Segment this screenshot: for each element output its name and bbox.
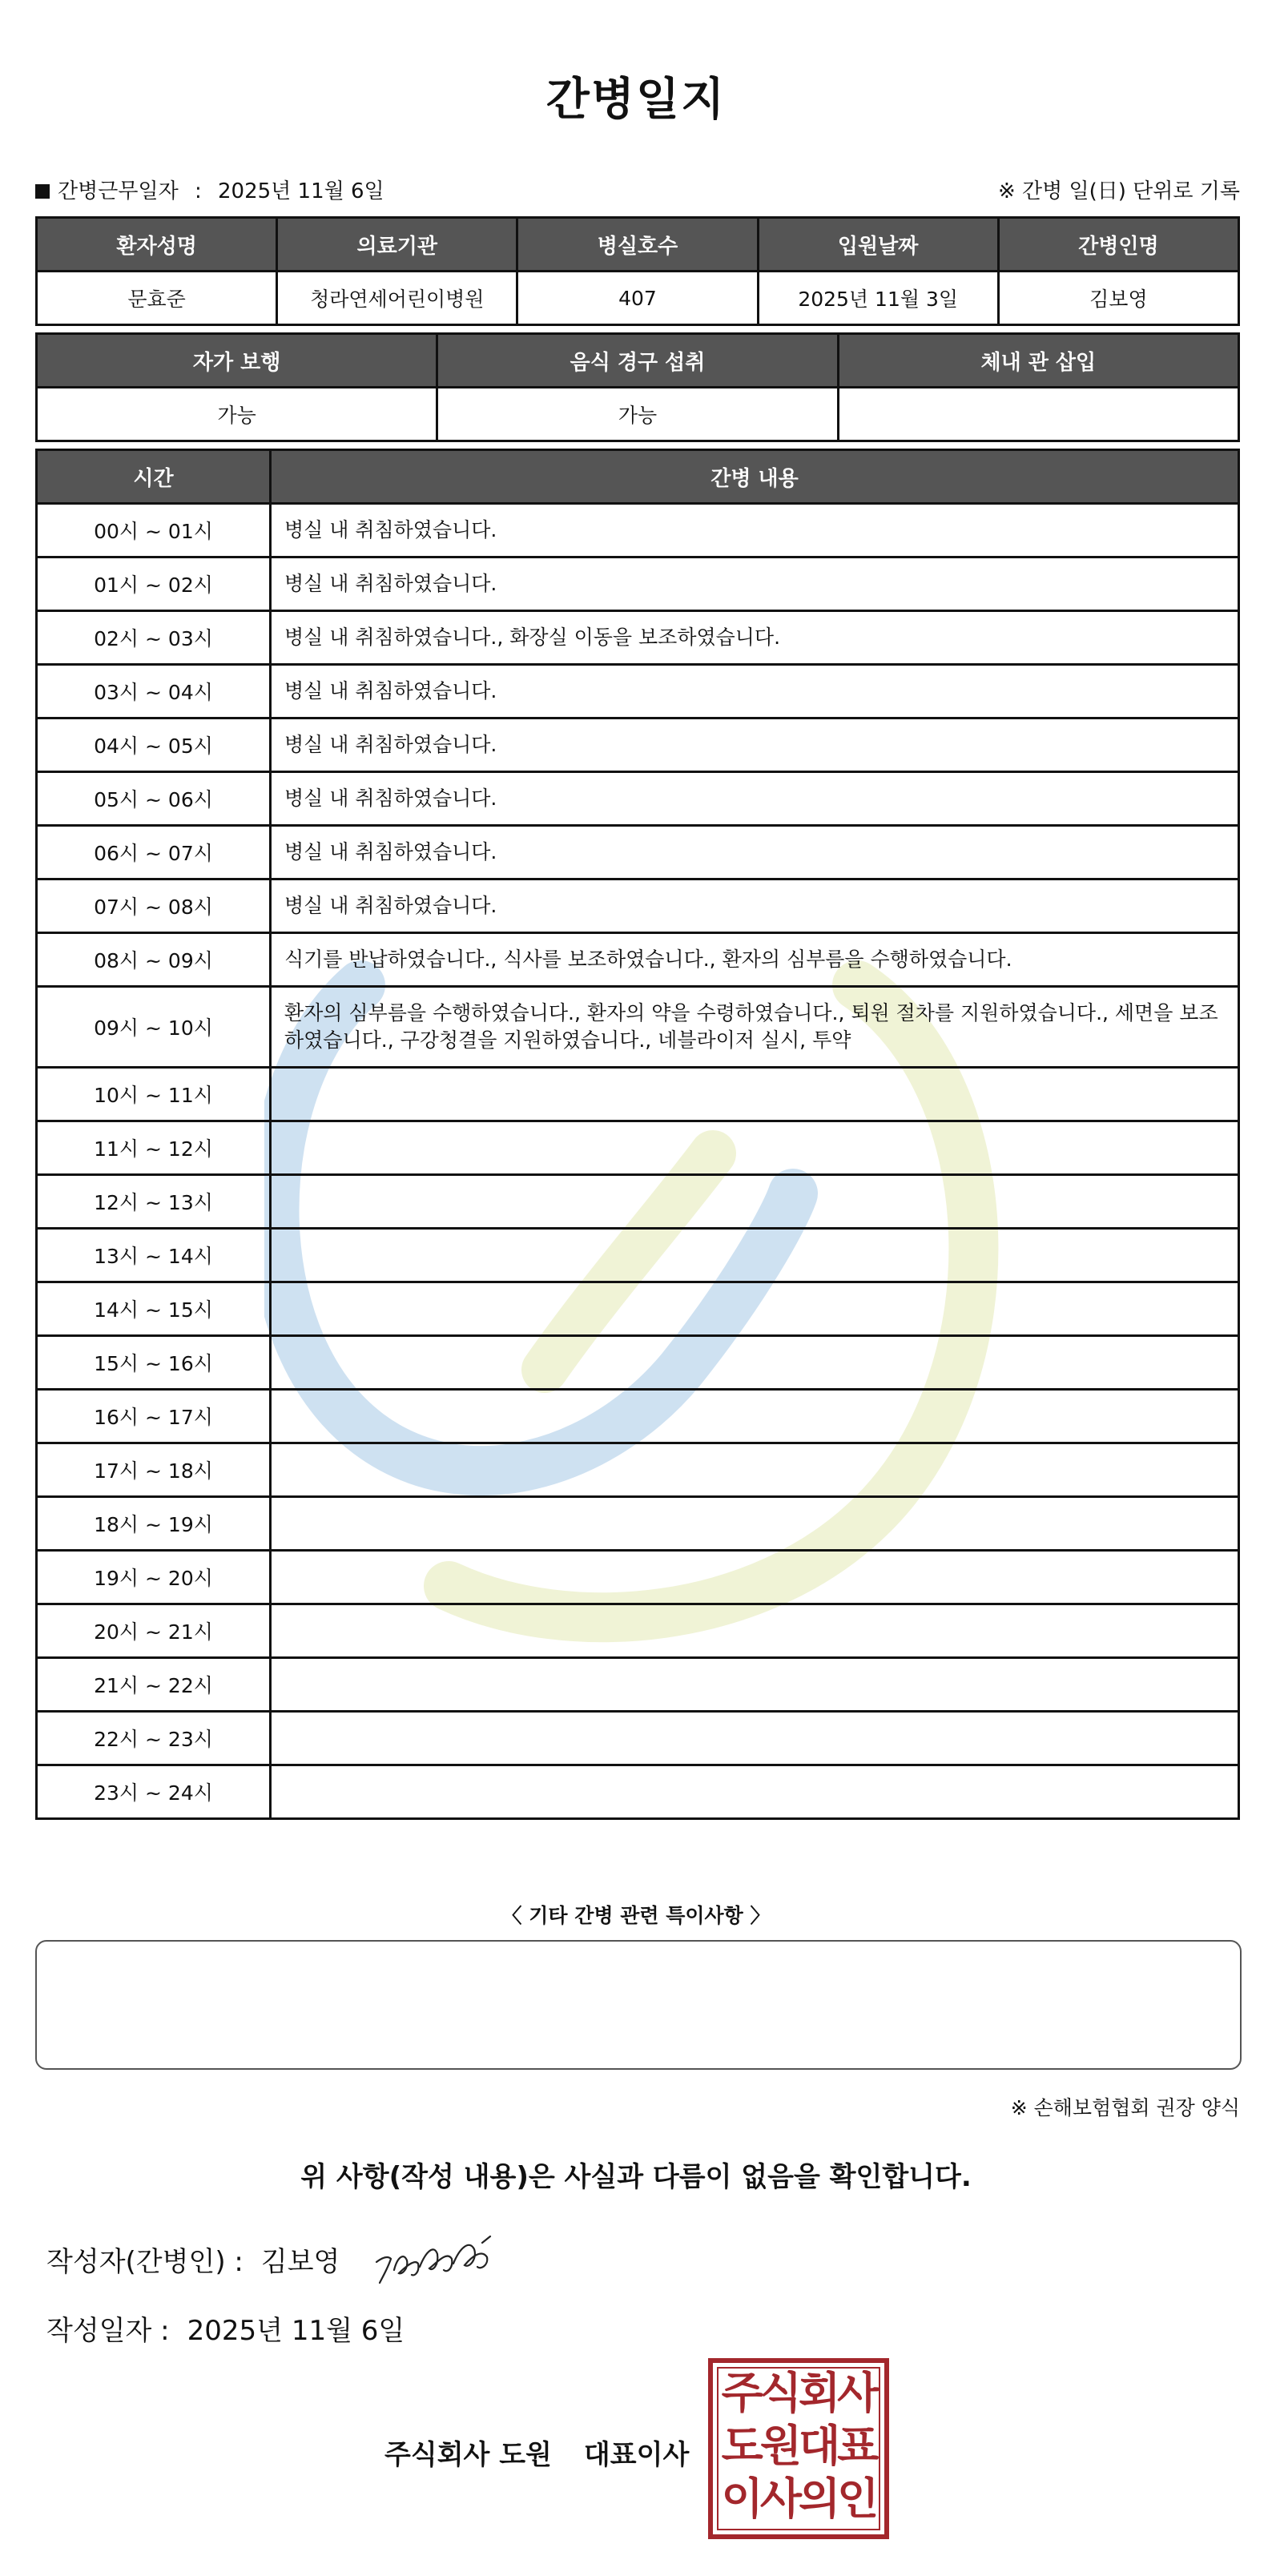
log-time: 17시 ~ 18시 [37,1443,271,1497]
notes-box [35,1940,1242,2070]
header-room-number: 병실호수 [517,218,758,272]
patient-status-table [35,332,1240,442]
log-content [271,1765,1239,1819]
log-content [271,1068,1239,1121]
log-time: 04시 ~ 05시 [37,718,271,772]
log-row [37,1658,1239,1712]
oral-intake-value: 가능 [437,388,838,441]
log-row [37,1765,1239,1819]
log-content [271,1604,1239,1658]
header-oral-intake: 음식 경구 섭취 [437,334,838,388]
header-care-content: 간병 내용 [271,450,1239,504]
log-content: 병실 내 취침하였습니다. [271,557,1239,611]
log-header-row [37,450,1239,504]
log-time: 07시 ~ 08시 [37,879,271,933]
company-line [384,2433,689,2472]
written-date-line [46,2308,405,2348]
log-time: 05시 ~ 06시 [37,772,271,826]
header-caregiver-name: 간병인명 [998,218,1238,272]
log-row [37,611,1239,665]
log-time: 02시 ~ 03시 [37,611,271,665]
header-tube-insertion: 체내 관 삽입 [838,334,1238,388]
log-time: 21시 ~ 22시 [37,1658,271,1712]
log-time: 20시 ~ 21시 [37,1604,271,1658]
company-seal-stamp [708,2358,889,2539]
patient-info-value-row [37,272,1239,325]
log-row [37,1712,1239,1765]
written-date-value: 2025년 11월 6일 [187,2315,405,2347]
log-time: 01시 ~ 02시 [37,557,271,611]
company-name: 주식회사 도원 [384,2439,552,2471]
log-time: 23시 ~ 24시 [37,1765,271,1819]
log-row [37,665,1239,718]
log-content: 환자의 심부름을 수행하였습니다., 환자의 약을 수령하였습니다., 퇴원 절차를 지원하였습니다., 세면을 보조하였습니다., 구강청결을 지원하였습니다., 네블라이저 실시, 투약 [271,987,1239,1068]
log-content: 병실 내 취침하였습니다. [271,718,1239,772]
log-row [37,1390,1239,1443]
log-content: 병실 내 취침하였습니다. [271,826,1239,879]
log-content: 병실 내 취침하였습니다., 화장실 이동을 보조하였습니다. [271,611,1239,665]
log-row [37,1175,1239,1229]
handwritten-signature [370,2227,498,2289]
log-row [37,1121,1239,1175]
patient-info-header-row [37,218,1239,272]
hourly-log-table [35,449,1240,1820]
log-time: 19시 ~ 20시 [37,1551,271,1604]
log-time: 16시 ~ 17시 [37,1390,271,1443]
log-content [271,1229,1239,1282]
representative-title: 대표이사 [583,2439,690,2471]
hospital-name: 청라연세어린이병원 [277,272,517,325]
log-row [37,718,1239,772]
author-label: 작성자(간병인) : [46,2246,244,2278]
confirmation-statement: 위 사항(작성 내용)은 사실과 다름이 없음을 확인합니다. [300,2161,972,2193]
log-content [271,1712,1239,1765]
log-content [271,1282,1239,1336]
status-header-row [37,334,1239,388]
self-walking-value: 가능 [37,388,437,441]
log-content: 병실 내 취침하였습니다. [271,504,1239,557]
log-content [271,1121,1239,1175]
log-time: 11시 ~ 12시 [37,1121,271,1175]
form-source-note: ※ 손해보험협회 권장 양식 [1010,2096,1240,2119]
patient-name: 문효준 [37,272,277,325]
log-time: 13시 ~ 14시 [37,1229,271,1282]
square-bullet-icon [35,184,50,199]
written-date-label: 작성일자 : [46,2315,170,2347]
log-content [271,1497,1239,1551]
separator: : [194,179,202,203]
seal-line: 이사의인 [721,2473,876,2524]
tube-insertion-value [838,388,1238,441]
log-time: 18시 ~ 19시 [37,1497,271,1551]
room-number: 407 [517,272,758,325]
log-row [37,933,1239,987]
work-date-line [35,175,384,204]
log-content [271,1390,1239,1443]
patient-info-table [35,216,1240,326]
log-content: 병실 내 취침하였습니다. [271,772,1239,826]
header-patient-name: 환자성명 [37,218,277,272]
log-content [271,1336,1239,1390]
log-content: 식기를 반납하였습니다., 식사를 보조하였습니다., 환자의 심부름을 수행하였습니다. [271,933,1239,987]
log-row [37,1604,1239,1658]
unit-note: ※ 간병 일(日) 단위로 기록 [997,179,1240,203]
log-time: 08시 ~ 09시 [37,933,271,987]
log-time: 00시 ~ 01시 [37,504,271,557]
log-time: 22시 ~ 23시 [37,1712,271,1765]
log-row [37,1282,1239,1336]
log-row [37,879,1239,933]
status-value-row [37,388,1239,441]
log-row [37,1068,1239,1121]
log-time: 12시 ~ 13시 [37,1175,271,1229]
log-content: 병실 내 취침하였습니다. [271,665,1239,718]
log-time: 06시 ~ 07시 [37,826,271,879]
log-row [37,772,1239,826]
log-row [37,1551,1239,1604]
log-time: 10시 ~ 11시 [37,1068,271,1121]
log-content [271,1443,1239,1497]
admission-date: 2025년 11월 3일 [758,272,998,325]
log-row [37,1443,1239,1497]
author-line [46,2240,340,2279]
seal-line: 주식회사 [721,2368,876,2418]
notes-content [37,1942,1240,1964]
header-hospital: 의료기관 [277,218,517,272]
document-title: 간병일지 [545,74,727,126]
log-time: 03시 ~ 04시 [37,665,271,718]
log-content [271,1658,1239,1712]
log-time: 15시 ~ 16시 [37,1336,271,1390]
author-name: 김보영 [260,2246,340,2278]
log-row [37,557,1239,611]
header-time: 시간 [37,450,271,504]
header-admission-date: 입원날짜 [758,218,998,272]
header-self-walking: 자가 보행 [37,334,437,388]
log-row [37,504,1239,557]
log-row [37,1336,1239,1390]
work-date-label: 간병근무일자 [58,179,179,203]
log-row [37,1229,1239,1282]
log-time: 09시 ~ 10시 [37,987,271,1068]
notes-title: 〈 기타 간병 관련 특이사항 〉 [501,1904,771,1927]
log-row [37,987,1239,1068]
log-content [271,1551,1239,1604]
work-date-value: 2025년 11월 6일 [218,179,384,203]
log-row [37,826,1239,879]
seal-line: 도원대표 [721,2421,876,2471]
log-content: 병실 내 취침하였습니다. [271,879,1239,933]
log-content [271,1175,1239,1229]
caregiver-name: 김보영 [998,272,1238,325]
log-time: 14시 ~ 15시 [37,1282,271,1336]
log-row [37,1497,1239,1551]
